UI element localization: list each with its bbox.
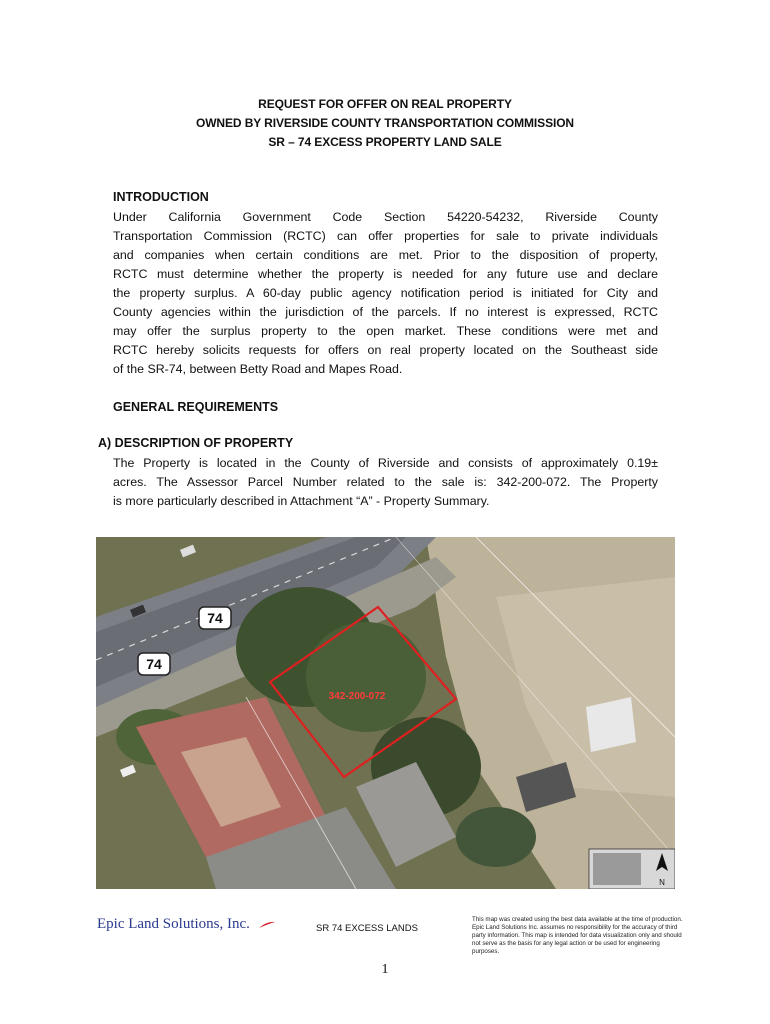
route-shield-label: 74 bbox=[207, 610, 223, 626]
general-requirements-heading: GENERAL REQUIREMENTS bbox=[113, 400, 279, 414]
title-line-2: OWNED BY RIVERSIDE COUNTY TRANSPORTATION COMMISSION bbox=[195, 116, 575, 130]
intro-line: County agencies within the jurisdiction of the parcels. If no interest is expressed, RCTC bbox=[113, 305, 658, 319]
footer-project-label: SR 74 EXCESS LANDS bbox=[316, 923, 418, 934]
intro-line: Under California Government Code Section 54220-54232, Riverside County bbox=[113, 210, 658, 224]
intro-line: and companies when certain conditions are met. Prior to the disposition of property, bbox=[113, 248, 658, 262]
intro-line: RCTC hereby solicits requests for offers on real property located on the Southeast side bbox=[113, 343, 658, 357]
logo-swoosh-icon bbox=[258, 921, 276, 929]
intro-line: RCTC must determine whether the property is needed for any future use and declare bbox=[113, 267, 658, 281]
company-name: Epic Land Solutions, Inc. bbox=[97, 916, 250, 932]
north-label: N bbox=[659, 878, 665, 887]
introduction-heading: INTRODUCTION bbox=[113, 190, 209, 204]
company-logo bbox=[97, 916, 276, 933]
intro-line: Transportation Commission (RCTC) can offer properties for sale to private individuals bbox=[113, 229, 658, 243]
introduction-paragraph bbox=[113, 208, 658, 379]
route-shield-icon bbox=[138, 653, 170, 675]
map-disclaimer: This map was created using the best data available at the time of production. Epic Land Solutions Inc. assumes no responsibility for the accuracy of third party information. This map is intended for data visualization only and should not serve as the basis for any legal action or be used for engineering purposes. bbox=[472, 916, 683, 955]
description-line: The Property is located in the County of Riverside and consists of approximately 0.19± bbox=[113, 456, 658, 470]
intro-line: may offer the surplus property to the open market. These conditions were met and bbox=[113, 324, 658, 338]
page-number: 1 bbox=[381, 962, 389, 977]
document-title bbox=[0, 95, 770, 152]
description-paragraph bbox=[113, 454, 658, 511]
description-line: acres. The Assessor Parcel Number related to the sale is: 342-200-072. The Property bbox=[113, 475, 658, 489]
aerial-parcel-map bbox=[96, 537, 675, 889]
route-shield-icon bbox=[199, 607, 231, 629]
description-line: is more particularly described in Attachment “A” - Property Summary. bbox=[113, 494, 490, 508]
title-line-3: SR – 74 EXCESS PROPERTY LAND SALE bbox=[268, 135, 502, 149]
intro-line: of the SR-74, between Betty Road and Mapes Road. bbox=[113, 362, 403, 376]
title-line-1: REQUEST FOR OFFER ON REAL PROPERTY bbox=[258, 97, 512, 111]
route-shield-label: 74 bbox=[146, 656, 162, 672]
parcel-number-label: 342-200-072 bbox=[328, 691, 386, 702]
description-heading: A) DESCRIPTION OF PROPERTY bbox=[98, 436, 294, 450]
intro-line: the property surplus. A 60-day public agency notification period is initiated for City and bbox=[113, 286, 658, 300]
